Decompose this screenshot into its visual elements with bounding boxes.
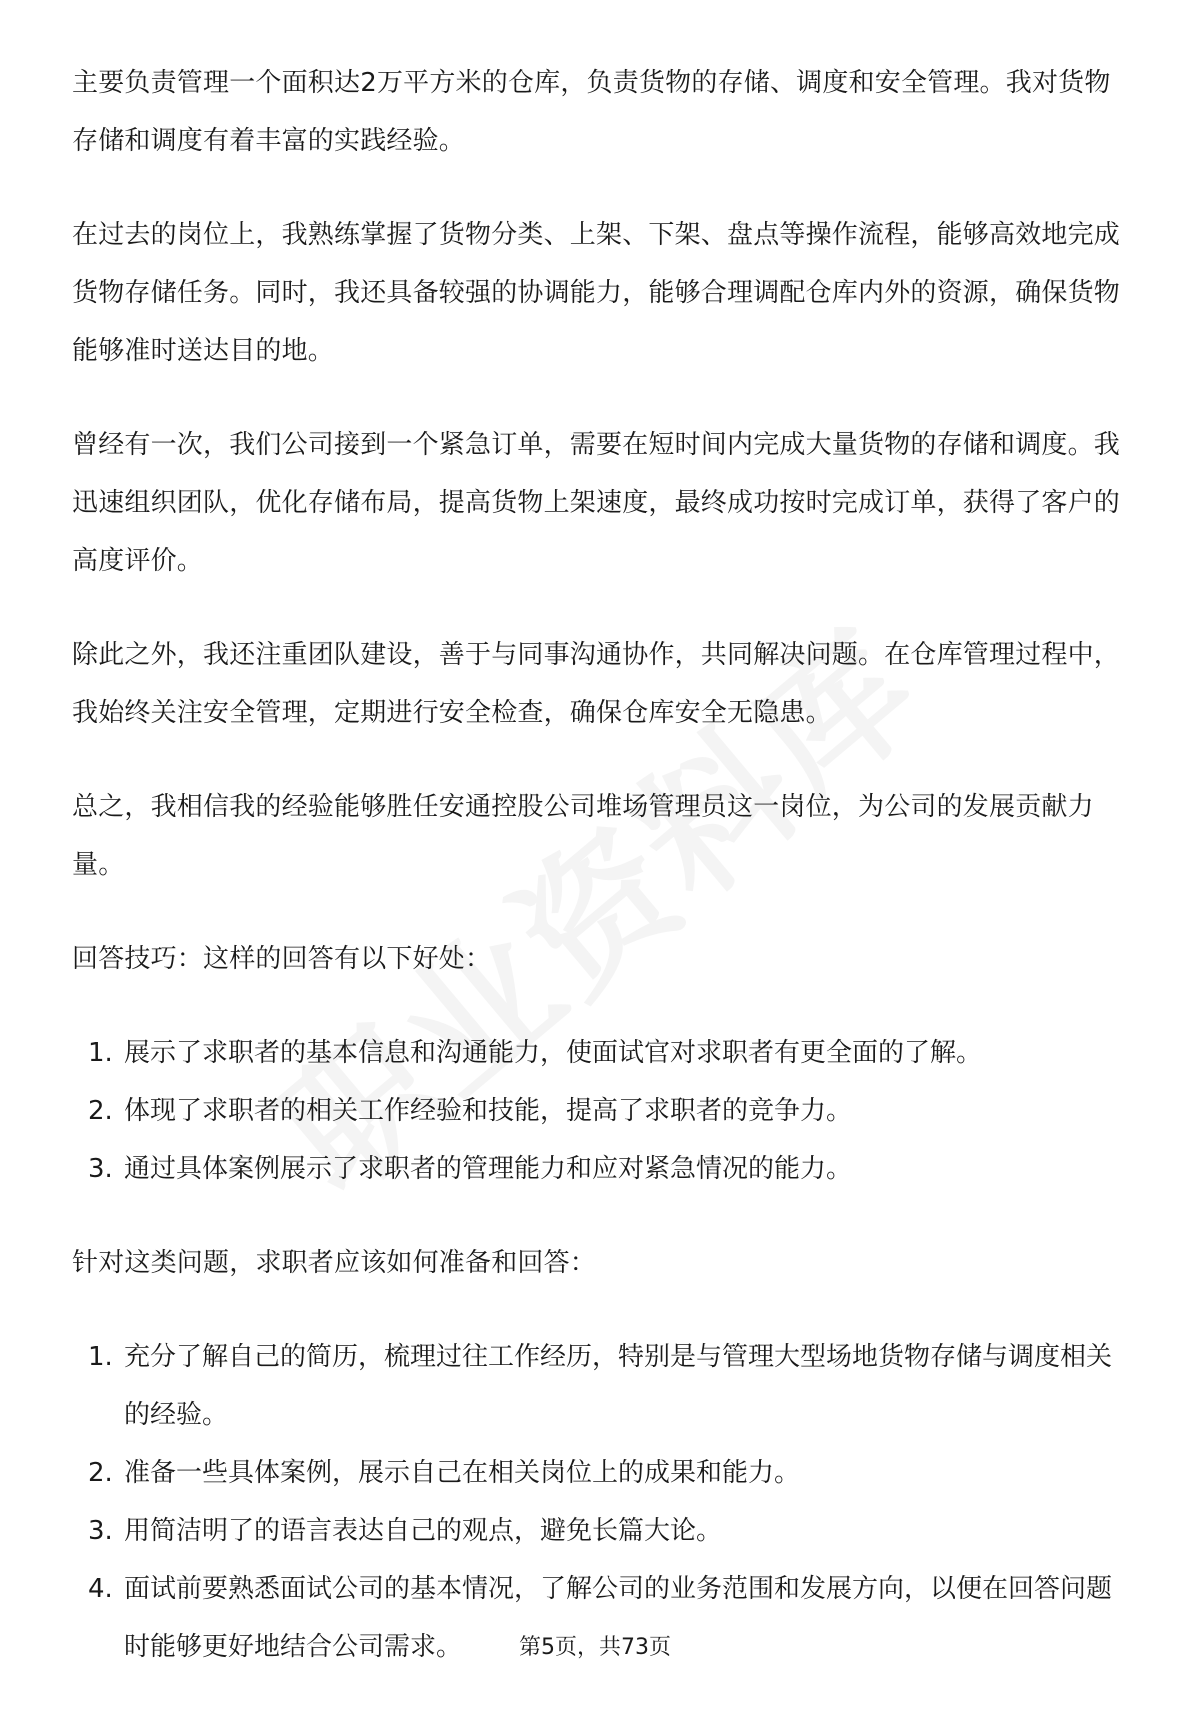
list-item-number: 2. [88, 1096, 113, 1126]
list-item-number: 3. [88, 1154, 113, 1184]
list-item-number: 4. [88, 1574, 113, 1604]
paragraph-urgent-order: 曾经有一次，我们公司接到一个紧急订单，需要在短时间内完成大量货物的存储和调度。我迅速组织团队，优化存储布局，提高货物上架速度，最终成功按时完成订单，获得了客户的高度评价。 [72, 430, 1121, 576]
list-item [72, 1140, 1122, 1198]
tips-list [72, 1024, 1122, 1198]
tips-heading: 回答技巧：这样的回答有以下好处： [72, 944, 492, 974]
document-body [72, 54, 1122, 1712]
list-item-text: 通过具体案例展示了求职者的管理能力和应对紧急情况的能力。 [124, 1154, 853, 1184]
paragraph-conclusion: 总之，我相信我的经验能够胜任安通控股公司堆场管理员这一岗位，为公司的发展贡献力量。 [72, 792, 1094, 880]
list-item-number: 1. [88, 1038, 113, 1068]
list-item [72, 1328, 1122, 1444]
list-item-number: 2. [88, 1458, 113, 1488]
list-item [72, 1502, 1122, 1560]
paragraph-past-role: 在过去的岗位上，我熟练掌握了货物分类、上架、下架、盘点等操作流程，能够高效地完成货物存储任务。同时，我还具备较强的协调能力，能够合理调配仓库内外的资源，确保货物能够准时送达目的地。 [72, 220, 1121, 366]
prep-heading: 针对这类问题，求职者应该如何准备和回答： [72, 1248, 597, 1278]
list-item-text: 充分了解自己的简历，梳理过往工作经历，特别是与管理大型场地货物存储与调度相关的经验。 [124, 1342, 1113, 1430]
list-item-text: 体现了求职者的相关工作经验和技能，提高了求职者的竞争力。 [124, 1096, 853, 1126]
list-item [72, 1444, 1122, 1502]
list-item-text: 面试前要熟悉面试公司的基本情况，了解公司的业务范围和发展方向，以便在回答问题时能够更好地结合公司需求。 [124, 1574, 1113, 1662]
list-item-number: 1. [88, 1342, 113, 1372]
list-item-text: 展示了求职者的基本信息和沟通能力，使面试官对求职者有更全面的了解。 [124, 1038, 983, 1068]
prep-list [72, 1328, 1122, 1676]
list-item [72, 1082, 1122, 1140]
list-item-text: 准备一些具体案例，展示自己在相关岗位上的成果和能力。 [124, 1458, 801, 1488]
list-item [72, 1024, 1122, 1082]
list-item-text: 用简洁明了的语言表达自己的观点，避免长篇大论。 [124, 1516, 723, 1546]
paragraph-teamwork: 除此之外，我还注重团队建设，善于与同事沟通协作，共同解决问题。在仓库管理过程中，我始终关注安全管理，定期进行安全检查，确保仓库安全无隐患。 [72, 640, 1121, 728]
page-number-footer: 第5页，共73页 [519, 1635, 671, 1660]
paragraph-warehouse-intro: 主要负责管理一个面积达2万平方米的仓库，负责货物的存储、调度和安全管理。我对货物存储和调度有着丰富的实践经验。 [72, 68, 1111, 156]
list-item-number: 3. [88, 1516, 113, 1546]
